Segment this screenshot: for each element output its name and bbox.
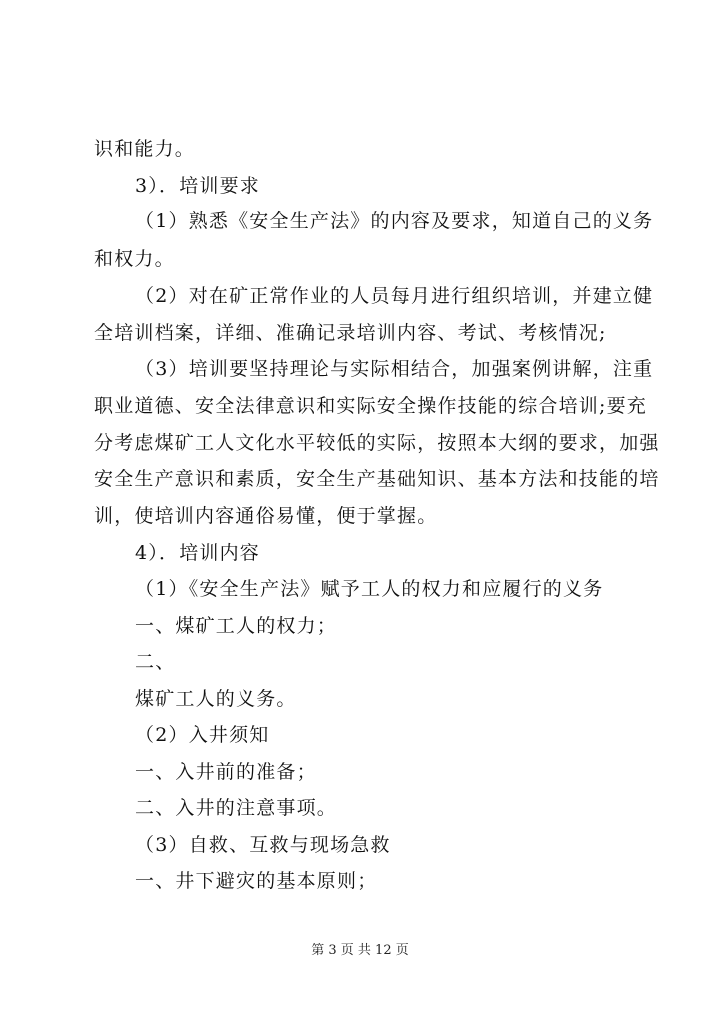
text-line: 煤矿工人的义务。 <box>135 688 297 710</box>
text-line: （2）入井须知 <box>135 724 270 746</box>
text-line: 一、煤矿工人的权力； <box>135 615 338 637</box>
text-line: （1）熟悉《安全生产法》的内容及要求，知道自己的义务 <box>135 210 654 232</box>
text-line: 识和能力。 <box>94 138 196 160</box>
text-line: （3）自救、互救与现场急救 <box>135 834 391 856</box>
text-line: 训，使培训内容通俗易懂，便于掌握。 <box>94 505 438 527</box>
text-line: （2）对在矿正常作业的人员每月进行组织培训，并建立健 <box>135 285 654 307</box>
text-line: （3）培训要坚持理论与实际相结合，加强案例讲解，注重 <box>135 358 654 380</box>
text-line: 一、入井前的准备； <box>135 761 317 783</box>
text-line: 二、 <box>135 651 176 673</box>
text-line: 分考虑煤矿工人文化水平较低的实际，按照本大纲的要求，加强 <box>94 432 660 454</box>
text-line: 全培训档案，详细、准确记录培训内容、考试、考核情况; <box>94 322 607 344</box>
text-line: 职业道德、安全法律意识和实际安全操作技能的综合培训;要充 <box>94 395 648 417</box>
text-line: 二、入井的注意事项。 <box>135 797 338 819</box>
section-heading: 3）．培训要求 <box>135 175 260 197</box>
text-line: 和权力。 <box>94 248 175 270</box>
section-heading: 4）．培训内容 <box>135 542 260 564</box>
text-line: （1）《安全生产法》赋予工人的权力和应履行的义务 <box>135 578 604 600</box>
text-line: 一、井下避灾的基本原则； <box>135 870 378 892</box>
text-line: 安全生产意识和素质，安全生产基础知识、基本方法和技能的培 <box>94 468 660 490</box>
page-footer: 第 3 页 共 12 页 <box>311 943 409 958</box>
